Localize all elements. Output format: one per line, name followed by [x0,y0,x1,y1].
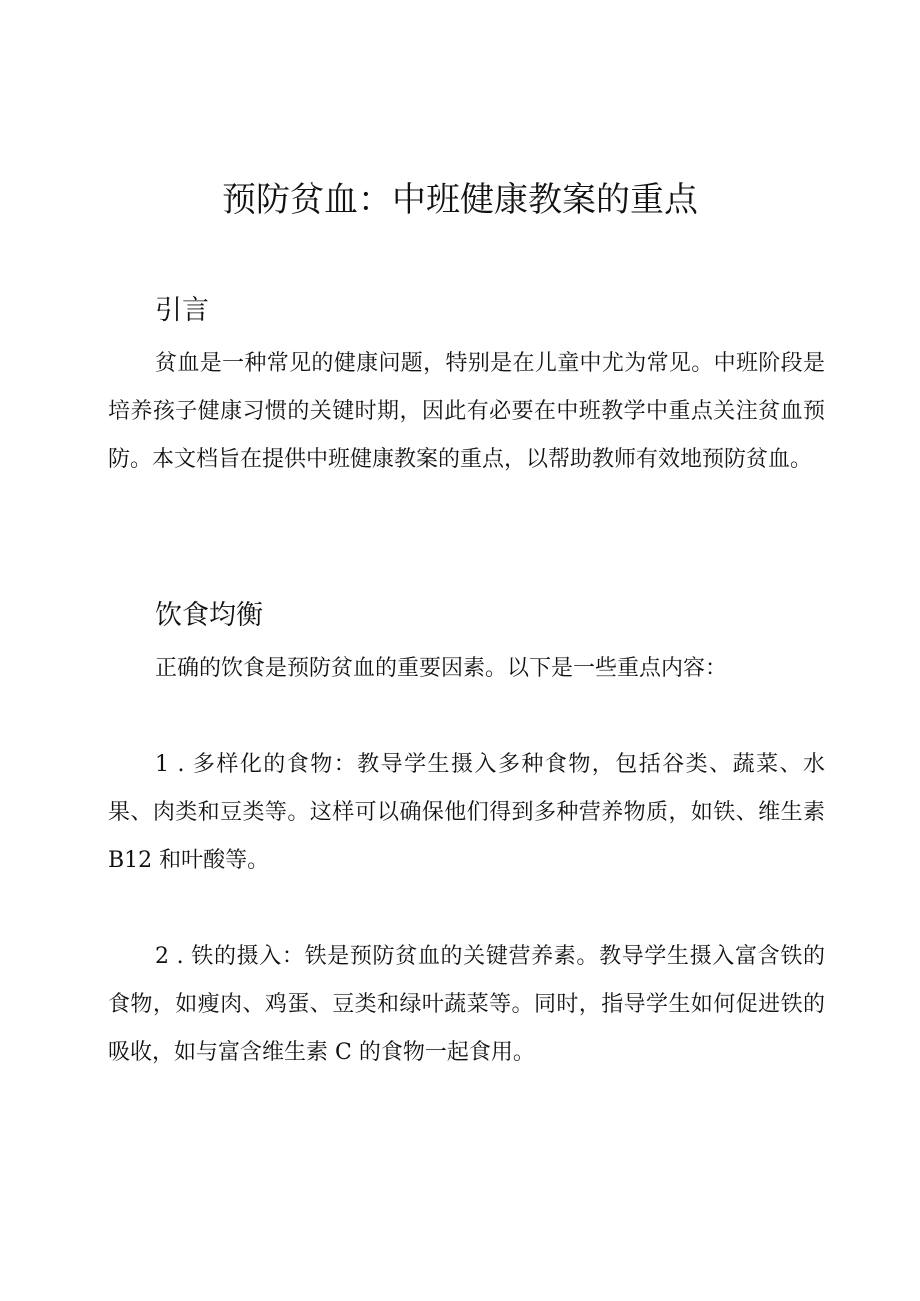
section-heading-diet: 饮食均衡 [155,600,263,631]
section-heading-intro: 引言 [155,295,209,326]
diet-list-item-1: 1 . 多样化的食物：教导学生摄入多种食物，包括谷类、蔬菜、水果、肉类和豆类等。这样可以确保他们得到多种营养物质，如铁、维生素 B12 和叶酸等。 [108,752,825,873]
intro-paragraph: 贫血是一种常见的健康问题，特别是在儿童中尤为常见。中班阶段是培养孩子健康习惯的关键时期，因此有必要在中班教学中重点关注贫血预防。本文档旨在提供中班健康教案的重点，以帮助教师有效地预防贫血。 [108,351,825,472]
document-title: 预防贫血：中班健康教案的重点 [222,180,698,220]
diet-intro-paragraph: 正确的饮食是预防贫血的重要因素。以下是一些重点内容： [155,656,728,681]
diet-list-item-2: 2 . 铁的摄入：铁是预防贫血的关键营养素。教导学生摄入富含铁的食物，如瘦肉、鸡蛋、豆类和绿叶蔬菜等。同时，指导学生如何促进铁的吸收，如与富含维生素 C 的食物一起食用。 [108,944,825,1065]
